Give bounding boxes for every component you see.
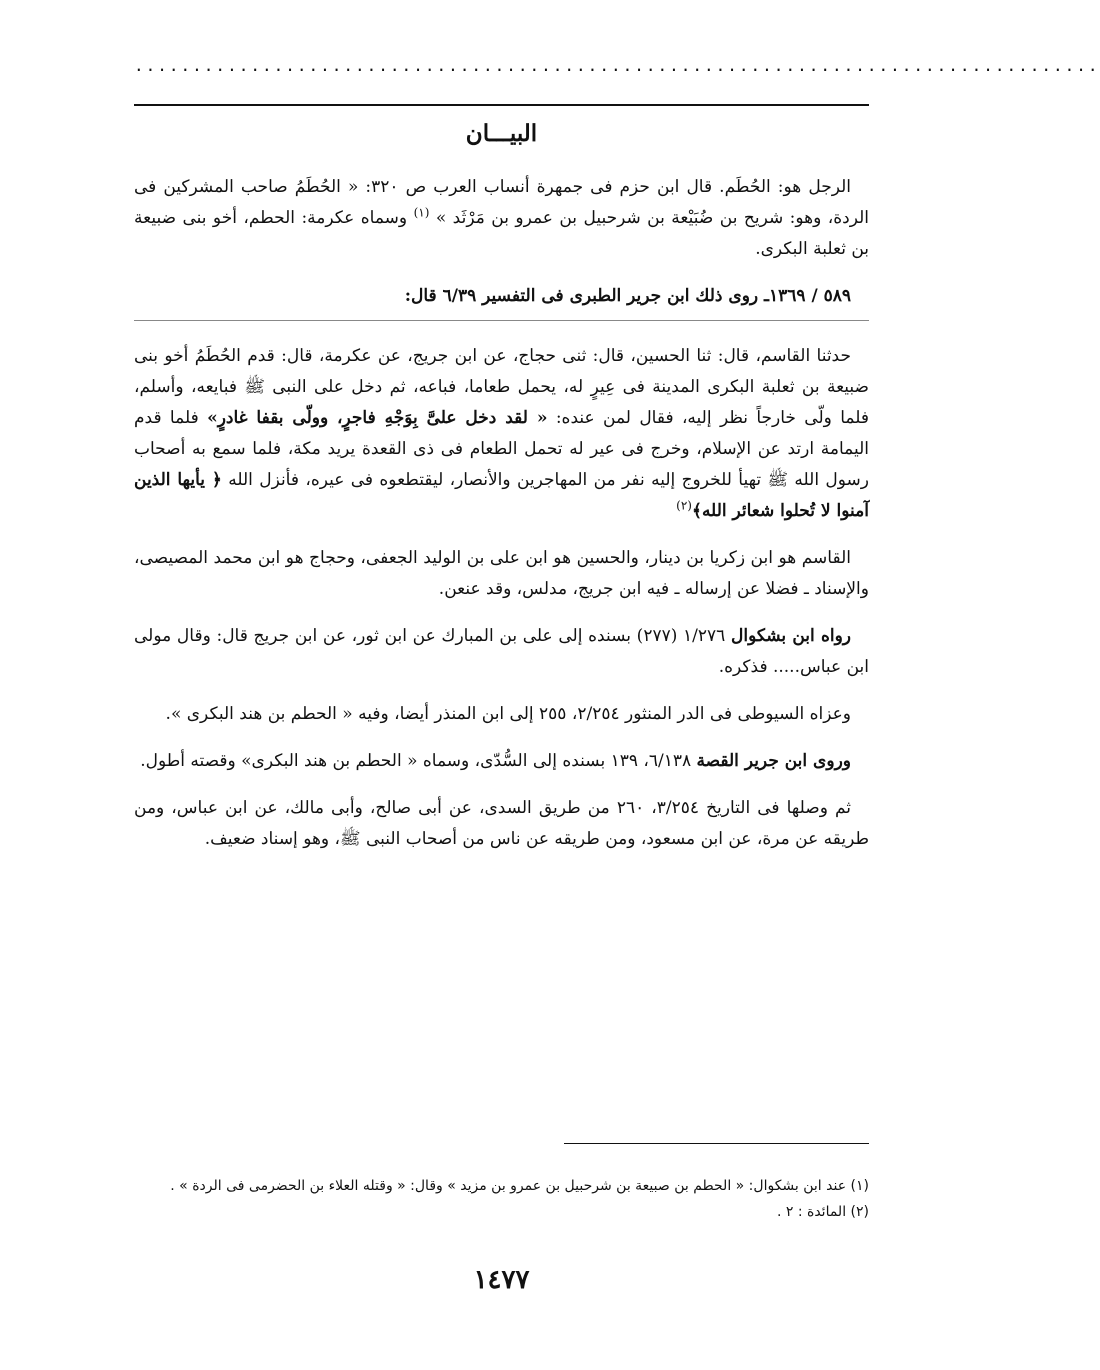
ibn-bashkuwal-label: رواه ابن بشكوال: [731, 626, 851, 646]
hadith-heading: ٥٨٩ / ١٣٦٩ـ روى ذلك ابن جرير الطبرى فى التفسير ٦/٣٩ قال:: [134, 281, 869, 321]
main-text: [134, 172, 869, 871]
ibn-jarir-text: ٦/١٣٨، ١٣٩ بسنده إلى السُّدّى، وسماه « الحطم بن هند البكرى» وقصته أطول.: [140, 751, 697, 771]
paragraph-1-text: الرجل هو: الحُطَم. قال ابن حزم فى جمهرة أنساب العرب ص ٣٢٠: « الحُطَمُ صاحب المشركين فى الردة، وهو: شريح بن ضُبَيْعة بن شرحبيل بن عمرو بن مَرْثَد »: [134, 177, 870, 228]
hadith-text-b: فلما قدم اليمامة ارتد عن الإسلام، وخرج فى عير له تحمل الطعام فى ذى القعدة يريد مكة، فلما سمع به أصحاب رسول الله ﷺ تهيأ للخروج إليه نفر من المهاجرين والأنصار، ليقتطعوه فى عيره، فأنزل الله: [134, 408, 869, 490]
footnote-1: (١) عند ابن بشكوال: « الحطم بن صبيعة بن شرحبيل بن عمرو بن مزيد » وقال: « وقتله العلاء بن الحضرمى فى الردة » .: [170, 1178, 869, 1194]
paragraph-1-end: وسماه عكرمة: الحطم، أخو بنى ضبيعة بن ثعلبة البكرى.: [134, 208, 869, 259]
page-number: ١٤٧٧: [473, 1265, 530, 1295]
footnote-2: (٢) المائدة : ٢ .: [776, 1204, 869, 1220]
paragraph-1: [134, 172, 869, 265]
footnote-rule: [564, 1143, 869, 1144]
paragraph-suyuti: وعزاه السيوطى فى الدر المنثور ٢/٢٥٤، ٢٥٥ إلى ابن المنذر أيضا، وفيه « الحطم بن هند البكرى ».: [165, 704, 851, 724]
header-dotted-line: ...................................................................................: [134, 56, 1100, 75]
paragraph-ibn-bashkuwal: [134, 621, 869, 683]
paragraph-ibn-jarir: [134, 746, 869, 777]
footnote-ref-1: (١): [413, 205, 430, 220]
ibn-jarir-label: وروى ابن جرير القصة: [696, 751, 851, 771]
ibn-bashkuwal-text: ١/٢٧٦ (٢٧٧) بسنده إلى على بن المبارك عن ابن ثور، عن ابن جريج قال: وقال مولى ابن عباس..... فذكره.: [134, 626, 869, 677]
hadith-quote: « لقد دخل علىَّ بِوَجْهِ فاجرٍ، وولّى بقفا غادرٍ»: [207, 408, 548, 428]
paragraph-hadith: [134, 337, 869, 527]
paragraph-tarikh: ثم وصلها فى التاريخ ٣/٢٥٤، ٢٦٠ من طريق السدى، عن أبى صالح، وأبى مالك، عن ابن عباس، ومن طريقه عن مرة، عن ابن مسعود، ومن طريقه عن ناس من أصحاب النبى ﷺ، وهو إسناد ضعيف.: [134, 798, 869, 849]
paragraph-narrators: القاسم هو ابن زكريا بن دينار، والحسين هو ابن على بن الوليد الجعفى، وحجاج هو ابن محمد المصيصى، والإسناد ـ فضلا عن إرساله ـ فيه ابن جريج، مدلس، وقد عنعن.: [134, 548, 869, 599]
hadith-text-a: حدثنا القاسم، قال: ثنا الحسين، قال: ثنى حجاج، عن ابن جريج، عن عكرمة، قال: قدم الحُطَمُ أخو بنى ضبيعة بن ثعلبة البكرى المدينة فى عِيرٍ له، يحمل طعاما، فباعه، ثم دخل على النبى ﷺ فبايعه، وأسلم، فلما ولّى خارجاً نظر إليه، فقال لمن عنده:: [134, 346, 869, 428]
quran-verse: ﴿ يأيها الذين آمنوا لا تُحلوا شعائر الله﴾: [134, 470, 869, 521]
header-rule: [134, 104, 869, 106]
section-title: البيـــان: [465, 120, 538, 147]
footnote-ref-2: (٢): [676, 498, 692, 513]
footnotes: [134, 1173, 869, 1225]
